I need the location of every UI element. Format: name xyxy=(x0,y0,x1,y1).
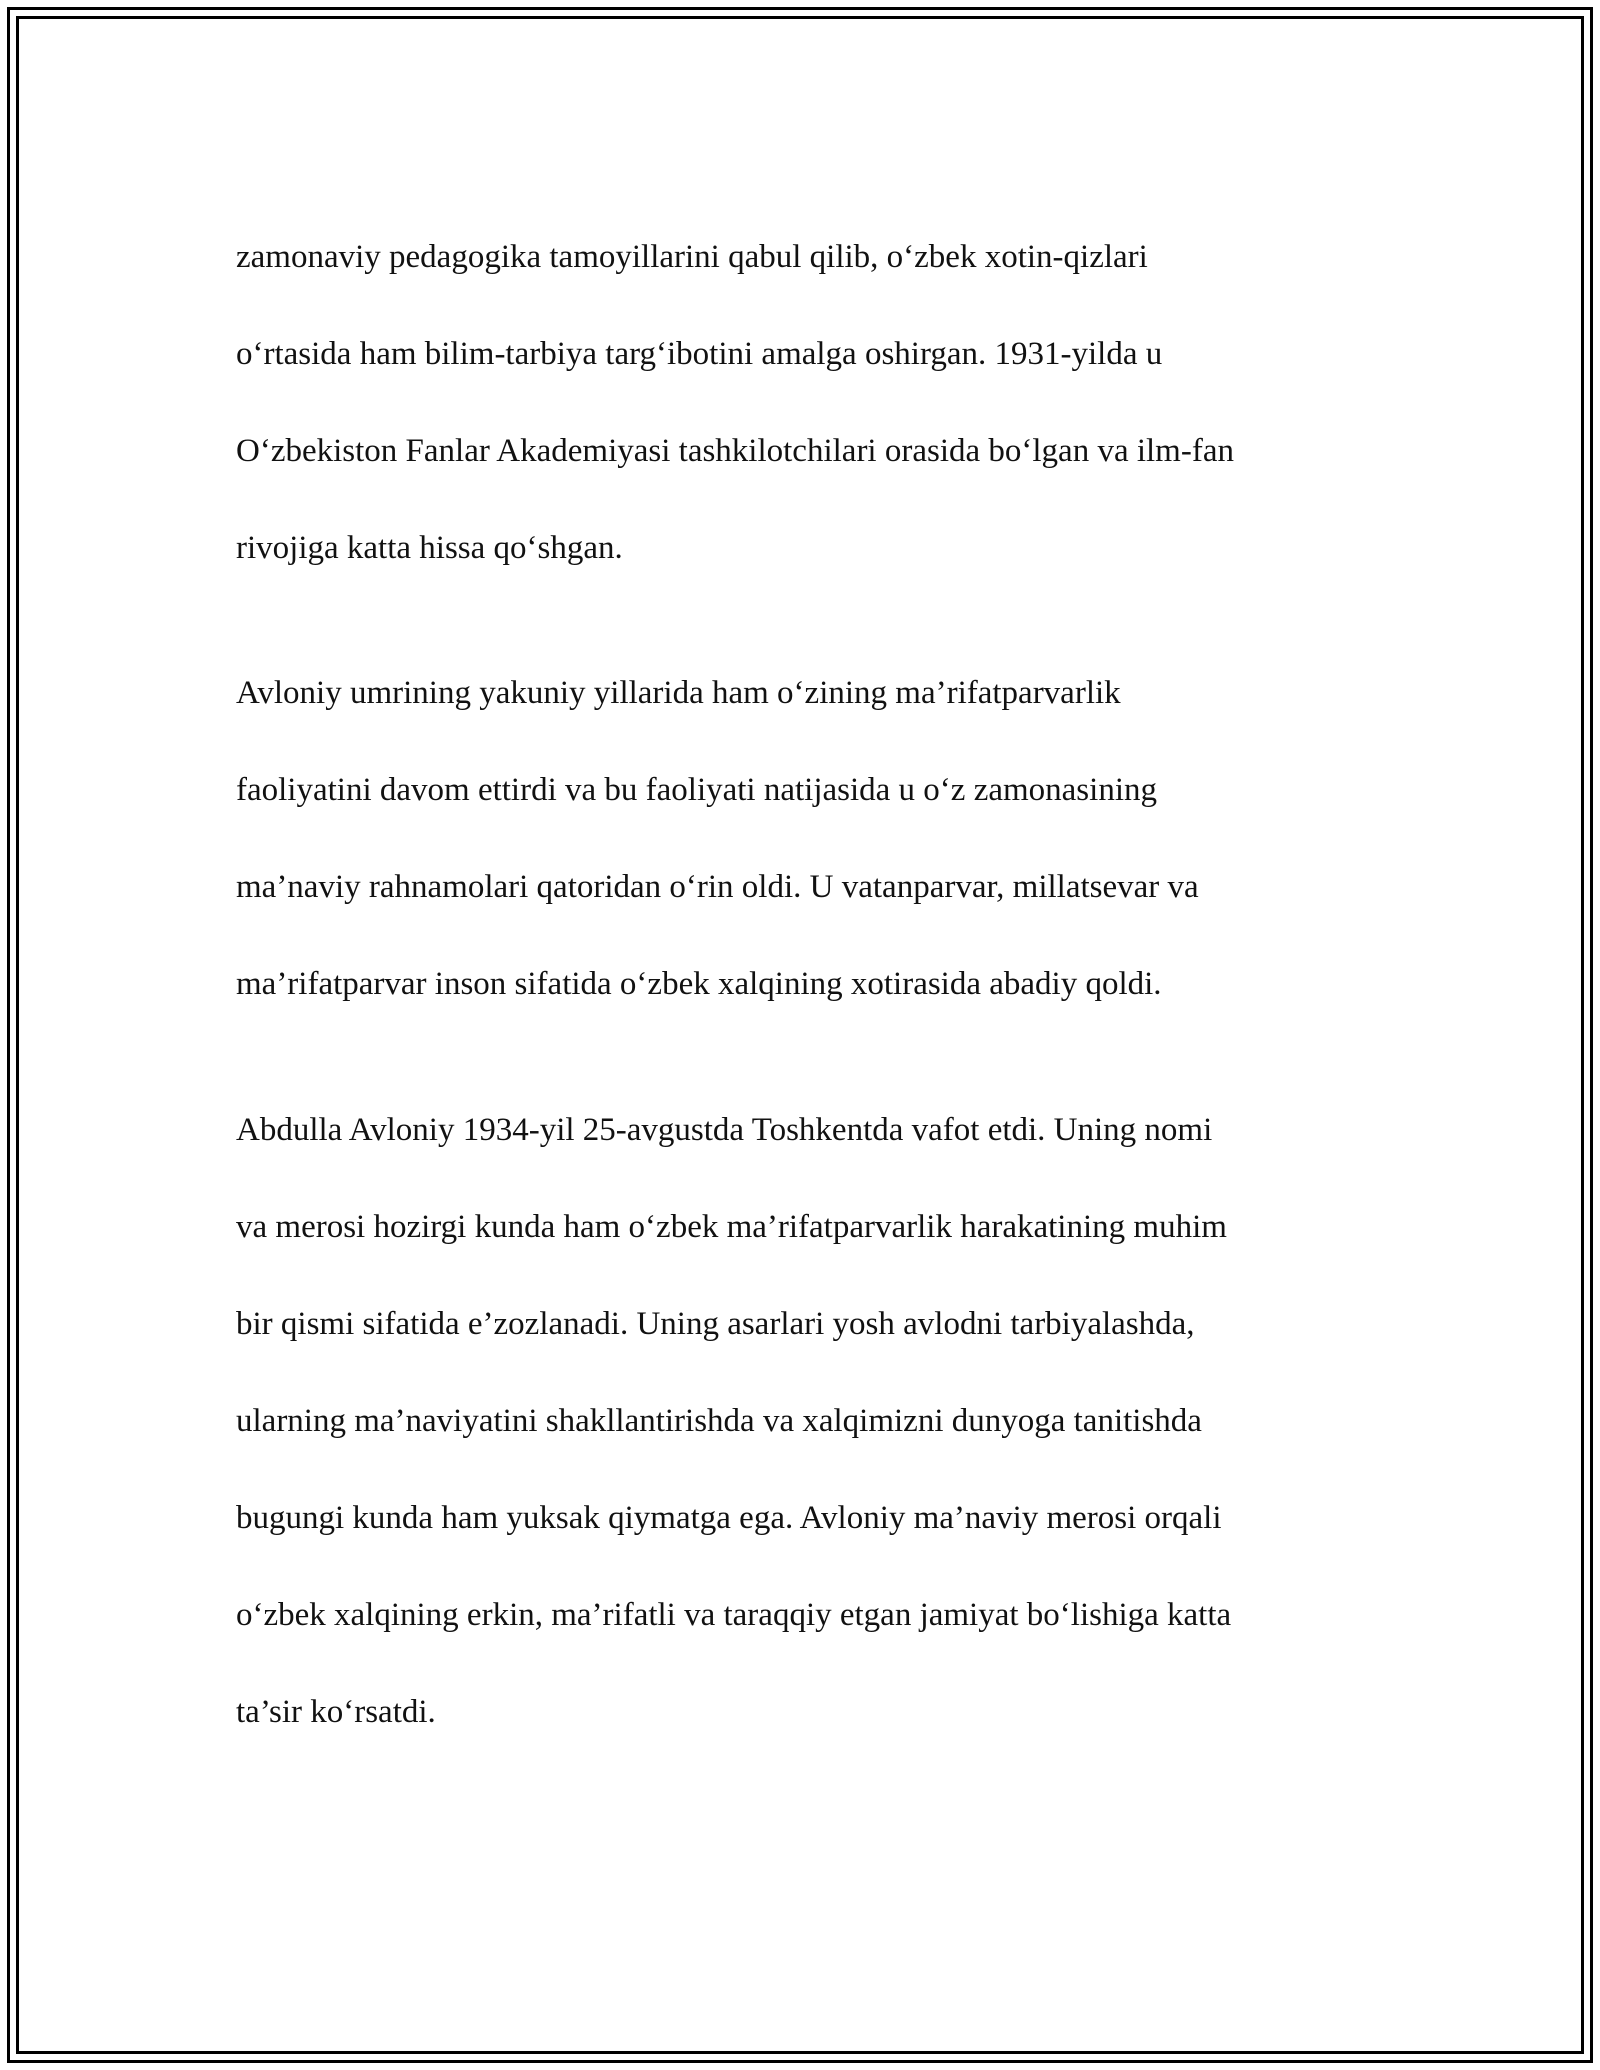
paragraph-2 xyxy=(236,621,1366,1009)
paragraph-2-line-4: ma’rifatparvar inson sifatida o‘zbek xalqining xotirasida abadiy qoldi. xyxy=(236,966,1162,1002)
paragraph-1-line-1: zamonaviy pedagogika tamoyillarini qabul qilib, o‘zbek xotin-qizlari xyxy=(236,238,1148,275)
paragraph-2-line-2: faoliyatini davom ettirdi va bu faoliyati natijasida u o‘z zamonasining xyxy=(236,772,1157,808)
paragraph-3-line-5: bugungi kunda ham yuksak qiymatga ega. Avloniy ma’naviy merosi orqali xyxy=(236,1499,1222,1536)
paragraph-3-line-3: bir qismi sifatida e’zozlanadi. Uning asarlari yosh avlodni tarbiyalashda, xyxy=(236,1305,1195,1342)
paragraph-3-line-7: ta’sir ko‘rsatdi. xyxy=(236,1693,436,1730)
paragraph-1-line-3: O‘zbekiston Fanlar Akademiyasi tashkilotchilari orasida bo‘lgan va ilm-fan xyxy=(236,432,1234,469)
paragraph-3 xyxy=(236,1057,1366,1736)
paragraph-2-line-1: Avloniy umrining yakuniy yillarida ham o‘zining ma’rifatparvarlik xyxy=(236,675,1121,711)
paragraph-3-line-2: va merosi hozirgi kunda ham o‘zbek ma’rifatparvarlik harakatining muhim xyxy=(236,1208,1227,1245)
document-body xyxy=(236,184,1366,1785)
paragraph-1-line-2: o‘rtasida ham bilim-tarbiya targ‘ibotini amalga oshirgan. 1931-yilda u xyxy=(236,335,1163,372)
paragraph-3-line-4: ularning ma’naviyatini shakllantirishda va xalqimizni dunyoga tanitishda xyxy=(236,1402,1202,1439)
paragraph-3-line-1: Abdulla Avloniy 1934-yil 25-avgustda Toshkentda vafot etdi. Uning nomi xyxy=(236,1111,1213,1148)
paragraph-1-line-4: rivojiga katta hissa qo‘shgan. xyxy=(236,529,623,566)
paragraph-2-line-3: ma’naviy rahnamolari qatoridan o‘rin oldi. U vatanparvar, millatsevar va xyxy=(236,869,1199,905)
paragraph-3-line-6: o‘zbek xalqining erkin, ma’rifatli va taraqqiy etgan jamiyat bo‘lishiga katta xyxy=(236,1596,1232,1633)
paragraph-1 xyxy=(236,184,1366,572)
